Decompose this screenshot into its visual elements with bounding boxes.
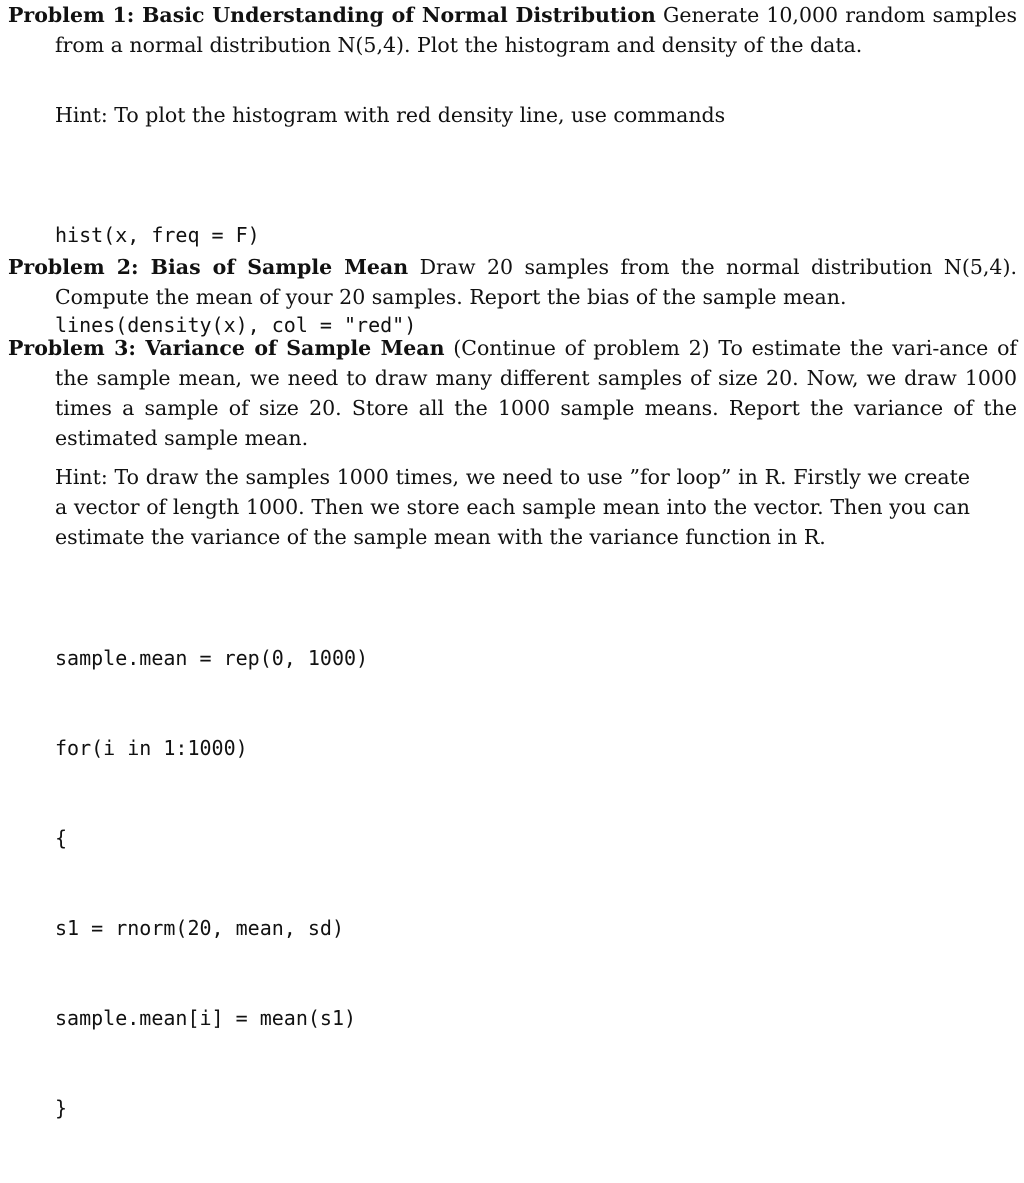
problem-3-code-block [55,583,368,1183]
code-line: hist(x, freq = F) [55,223,260,247]
problem-1-body: Generate 10,000 random samples from a normal distribution N(5,4). Plot the histogram and density of the data. [55,3,1018,57]
problem-1-hint: Hint: To plot the histogram with red density line, use commands [55,103,726,127]
code-line: s1 = rnorm(20, mean, sd) [55,916,344,940]
code-line: sample.mean[i] = mean(s1) [55,1006,357,1030]
problem-1-title: Problem 1: Basic Understanding of Normal Distribution [8,3,656,27]
code-line: } [55,1096,68,1120]
problem-3-body: (Continue of problem 2) To estimate the vari-ance of the sample mean, we need to draw many different samples of size 20. Now, we draw 1000 times a sample of size 20. Store all the 1000 sample means. Report the variance of the estimated sample mean. [55,336,1018,450]
code-line: lines(density(x), col = "red") [55,313,417,337]
problem-2-title: Problem 2: Bias of Sample Mean [8,255,409,279]
problem-3-title: Problem 3: Variance of Sample Mean [8,336,445,360]
problem-1 [8,0,1017,60]
code-line: for(i in 1:1000) [55,736,248,760]
code-line: sample.mean = rep(0, 1000) [55,646,369,670]
problem-2-body: Draw 20 samples from the normal distribution N(5,4). Compute the mean of your 20 samples. Report the bias of the sample mean. [55,255,1017,309]
problem-3-hint: Hint: To draw the samples 1000 times, we need to use ”for loop” in R. Firstly we create a vector of length 1000. Then we store each sample mean into the vector. Then you can estimate the variance of the sample mean with the variance function in R. [55,465,970,549]
problem-2 [8,252,1017,312]
code-line: { [55,826,68,850]
problem-3 [8,333,1017,453]
